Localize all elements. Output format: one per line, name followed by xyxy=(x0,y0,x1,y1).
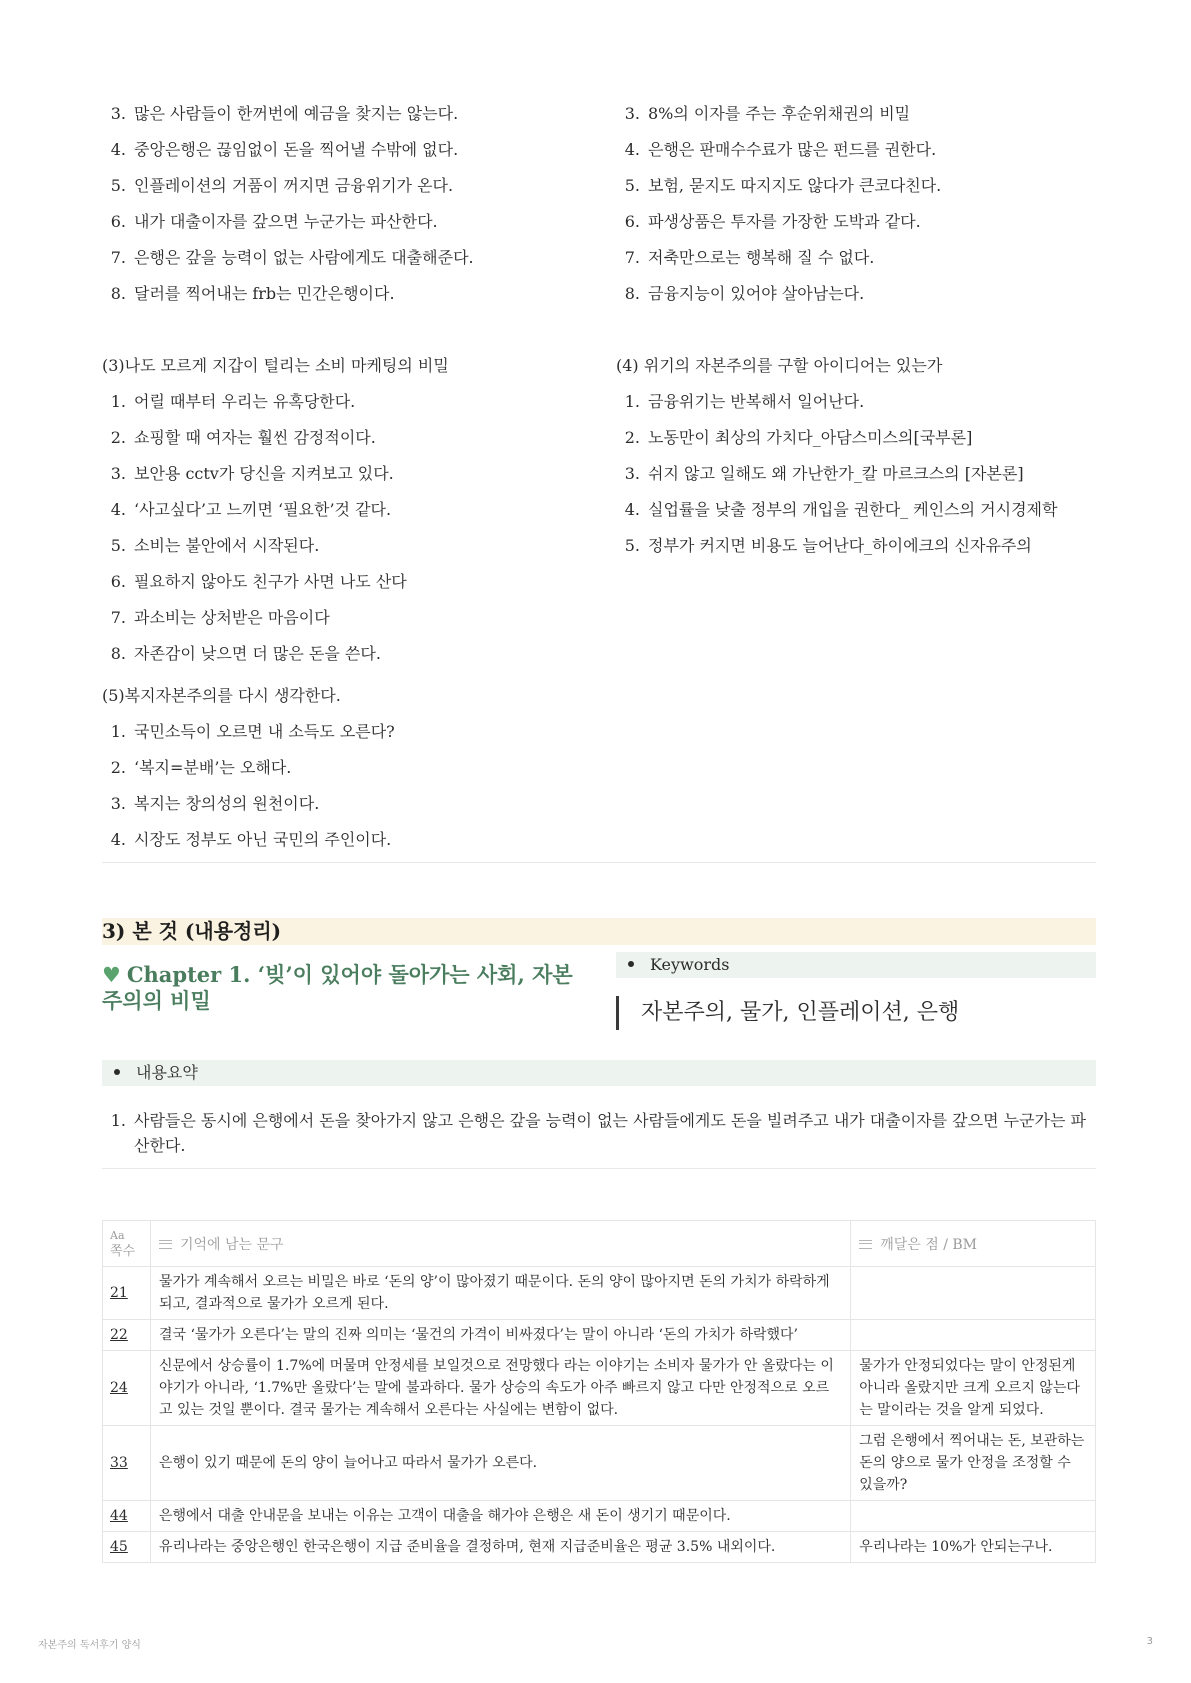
list-item-number: 2. xyxy=(110,758,126,777)
list-item-text: 보안용 cctv가 당신을 지켜보고 있다. xyxy=(134,464,394,483)
keywords-label: Keywords xyxy=(650,955,730,974)
part3-heading: (3)나도 모르게 지갑이 털리는 소비 마케팅의 비밀 xyxy=(102,356,449,375)
list-item-text: 보험, 묻지도 따지지도 않다가 큰코다친다. xyxy=(648,176,942,195)
list-item-text: 쉬지 않고 일해도 왜 가난한가_칼 마르크스의 [자본론] xyxy=(648,464,1024,483)
list-item xyxy=(102,464,449,500)
text-property-icon: Aa xyxy=(110,1228,125,1242)
quote-cell: 은행이 있기 때문에 돈의 양이 늘어나고 따라서 물가가 오른다. xyxy=(150,1426,850,1501)
note-cell xyxy=(851,1501,1096,1532)
list-item-text: 국민소득이 오르면 내 소득도 오른다? xyxy=(134,722,395,741)
note-cell: 물가가 안정되었다는 말이 안정된게 아니라 올랐지만 크게 오르지 않는다는 말이라는 것을 알게 되었다. xyxy=(851,1351,1096,1426)
bullet-icon xyxy=(628,961,634,967)
list-item xyxy=(616,104,941,140)
list-item xyxy=(616,212,941,248)
list-item-number: 3. xyxy=(110,464,126,483)
list-item xyxy=(102,608,449,644)
list-item-text: 달러를 찍어내는 frb는 민간은행이다. xyxy=(134,284,395,303)
divider xyxy=(102,862,1096,863)
list-item xyxy=(102,758,395,794)
note-column-header[interactable] xyxy=(851,1221,1096,1267)
list-item-number: 8. xyxy=(110,284,126,303)
note-cell xyxy=(851,1267,1096,1320)
summary-text: 사람들은 동시에 은행에서 돈을 찾아가지 않고 은행은 갚을 능력이 없는 사람들에게도 돈을 빌려주고 내가 대출이자를 갚으면 누군가는 파산한다. xyxy=(134,1111,1086,1155)
list-item xyxy=(102,428,449,464)
page-number-cell[interactable]: 44 xyxy=(103,1501,151,1532)
list-item-text: 어릴 때부터 우리는 유혹당한다. xyxy=(134,392,356,411)
list-item-number: 6. xyxy=(110,572,126,591)
list-item-text: 필요하지 않아도 친구가 사면 나도 산다 xyxy=(134,572,407,591)
list-item-number: 5. xyxy=(110,536,126,555)
table-header-row xyxy=(103,1221,1096,1267)
list-item-text: 쇼핑할 때 여자는 훨씬 감정적이다. xyxy=(134,428,376,447)
quote-cell: 은행에서 대출 안내문을 보내는 이유는 고객이 대출을 해가야 은행은 새 돈이 생기기 때문이다. xyxy=(150,1501,850,1532)
chapter-title: Chapter 1. ‘빚’이 있어야 돌아가는 사회, 자본주의의 비밀 xyxy=(102,962,573,1013)
part5-section xyxy=(102,686,395,866)
list-item xyxy=(102,104,474,140)
list-item xyxy=(102,572,449,608)
list-item-number: 8. xyxy=(624,284,640,303)
part3-section xyxy=(102,356,449,680)
list-item-number: 4. xyxy=(110,500,126,519)
quotes-table xyxy=(102,1220,1096,1563)
list-item xyxy=(616,500,1057,536)
part5-heading: (5)복지자본주의를 다시 생각한다. xyxy=(102,686,341,705)
summary-label: 내용요약 xyxy=(136,1063,198,1082)
list-item xyxy=(616,284,941,320)
list-item-text: 은행은 갚을 능력이 없는 사람에게도 대출해준다. xyxy=(134,248,474,267)
list-item-text: 인플레이션의 거품이 꺼지면 금융위기가 온다. xyxy=(134,176,454,195)
note-cell: 우리나라는 10%가 안되는구나. xyxy=(851,1532,1096,1563)
section-title: 3) 본 것 (내용정리) xyxy=(102,918,1096,945)
green-heart-icon: ♥ xyxy=(102,962,121,987)
list-item-text: 시장도 정부도 아닌 국민의 주인이다. xyxy=(134,830,392,849)
chapter-heading xyxy=(102,962,592,1014)
list-item-number: 1. xyxy=(110,722,126,741)
keywords-bar xyxy=(616,952,1096,978)
list-item-number: 3. xyxy=(110,794,126,813)
summary-item xyxy=(102,1108,1096,1158)
list-item-text: ‘복지=분배’는 오해다. xyxy=(134,758,292,777)
list-item-number: 4. xyxy=(110,140,126,159)
page-number-cell[interactable]: 24 xyxy=(103,1351,151,1426)
part4-section xyxy=(616,356,1057,572)
page-column-header[interactable] xyxy=(103,1221,151,1267)
list-item xyxy=(616,536,1057,572)
list-item-text: 금융지능이 있어야 살아남는다. xyxy=(648,284,865,303)
list-item-number: 4. xyxy=(110,830,126,849)
list-item xyxy=(102,248,474,284)
quote-cell: 유리나라는 중앙은행인 한국은행이 지급 준비율을 결정하며, 현재 지급준비율은 평균 3.5% 내외이다. xyxy=(150,1532,850,1563)
divider xyxy=(102,1168,1096,1169)
list-item-text: 8%의 이자를 주는 후순위채권의 비밀 xyxy=(648,104,911,123)
page-number-cell[interactable]: 45 xyxy=(103,1532,151,1563)
quote-column-header[interactable] xyxy=(150,1221,850,1267)
list-item-text: 파생상품은 투자를 가장한 도박과 같다. xyxy=(648,212,921,231)
list-item-text: 자존감이 낮으면 더 많은 돈을 쓴다. xyxy=(134,644,381,663)
table-row[interactable] xyxy=(103,1267,1096,1320)
list-item-number: 2. xyxy=(624,428,640,447)
footer-page-number: 3 xyxy=(1146,1636,1153,1647)
table-row[interactable] xyxy=(103,1532,1096,1563)
right-top-list xyxy=(616,104,941,320)
list-item-number: 7. xyxy=(110,248,126,267)
list-item-text: 금융위기는 반복해서 일어난다. xyxy=(648,392,865,411)
list-item-number: 7. xyxy=(110,608,126,627)
summary-number: 1. xyxy=(110,1111,126,1130)
list-item-text: 내가 대출이자를 갚으면 누군가는 파산한다. xyxy=(134,212,438,231)
list-item-number: 4. xyxy=(624,140,640,159)
list-item-number: 6. xyxy=(624,212,640,231)
list-item xyxy=(616,428,1057,464)
list-item-number: 5. xyxy=(624,176,640,195)
page-number-cell[interactable]: 33 xyxy=(103,1426,151,1501)
list-item xyxy=(102,830,395,866)
list-item xyxy=(616,140,941,176)
note-cell xyxy=(851,1320,1096,1351)
list-item-number: 5. xyxy=(624,536,640,555)
list-item xyxy=(102,644,449,680)
bullet-icon xyxy=(114,1069,120,1075)
list-item-text: 은행은 판매수수료가 많은 펀드를 권한다. xyxy=(648,140,937,159)
list-item xyxy=(102,722,395,758)
note-cell: 그럼 은행에서 찍어내는 돈, 보관하는 돈의 양으로 물가 안정을 조정할 수 있을까? xyxy=(851,1426,1096,1501)
list-item xyxy=(102,140,474,176)
footer-title: 자본주의 독서후기 양식 xyxy=(38,1640,141,1651)
quote-cell: 신문에서 상승률이 1.7%에 머물며 안정세를 보일것으로 전망했다 라는 이야기는 소비자 물가가 안 올랐다는 이야기가 아니라, ‘1.7%만 올랐다’는 말에 불과하다. 물가 상승의 속도가 아주 빠르지 않고 다만 안정적으로 오르고 있는 것일 뿐이다. 결국 물가는 계속해서 오른다는 사실에는 변함이 없다. xyxy=(150,1351,850,1426)
list-item xyxy=(102,536,449,572)
list-item xyxy=(102,794,395,830)
table-row[interactable] xyxy=(103,1501,1096,1532)
list-item-text: 노동만이 최상의 가치다_아담스미스의[국부론] xyxy=(648,428,973,447)
list-item-number: 6. xyxy=(110,212,126,231)
list-item-text: 과소비는 상처받은 마음이다 xyxy=(134,608,330,627)
table-row[interactable] xyxy=(103,1351,1096,1426)
list-item-number: 3. xyxy=(624,464,640,483)
list-item-text: 중앙은행은 끊임없이 돈을 찍어낼 수밖에 없다. xyxy=(134,140,459,159)
list-item-text: ‘사고싶다’고 느끼면 ‘필요한’것 같다. xyxy=(134,500,392,519)
summary-bar xyxy=(102,1060,1096,1086)
list-item-number: 4. xyxy=(624,500,640,519)
table-row[interactable] xyxy=(103,1320,1096,1351)
table-row[interactable] xyxy=(103,1426,1096,1501)
quote-column-label: 기억에 남는 문구 xyxy=(179,1236,284,1253)
page-number-cell[interactable]: 22 xyxy=(103,1320,151,1351)
list-item xyxy=(102,212,474,248)
list-item-text: 실업률을 낮출 정부의 개입을 권한다_ 케인스의 거시경제학 xyxy=(648,500,1058,519)
list-item-number: 5. xyxy=(110,176,126,195)
text-lines-icon xyxy=(859,1240,872,1249)
note-column-label: 깨달은 점 / BM xyxy=(880,1236,977,1253)
list-item-text: 정부가 커지면 비용도 늘어난다_하이에크의 신자유주의 xyxy=(648,536,1032,555)
quote-cell: 결국 ‘물가가 오른다’는 말의 진짜 의미는 ‘물건의 가격이 비싸졌다’는 말이 아니라 ‘돈의 가치가 하락했다’ xyxy=(150,1320,850,1351)
list-item xyxy=(102,176,474,212)
list-item-number: 3. xyxy=(624,104,640,123)
list-item-number: 1. xyxy=(110,392,126,411)
text-lines-icon xyxy=(159,1240,172,1249)
left-top-list xyxy=(102,104,474,320)
list-item xyxy=(102,284,474,320)
list-item xyxy=(102,500,449,536)
list-item-text: 많은 사람들이 한꺼번에 예금을 찾지는 않는다. xyxy=(134,104,459,123)
page-number-cell[interactable]: 21 xyxy=(103,1267,151,1320)
list-item xyxy=(616,176,941,212)
page-column-label: 쪽수 xyxy=(110,1243,136,1259)
list-item xyxy=(616,392,1057,428)
list-item-number: 2. xyxy=(110,428,126,447)
keywords-quote: 자본주의, 물가, 인플레이션, 은행 xyxy=(616,996,959,1030)
list-item xyxy=(102,392,449,428)
list-item-number: 7. xyxy=(624,248,640,267)
list-item xyxy=(616,464,1057,500)
list-item-text: 저축만으로는 행복해 질 수 없다. xyxy=(648,248,875,267)
list-item xyxy=(616,248,941,284)
list-item-text: 소비는 불안에서 시작된다. xyxy=(134,536,320,555)
part4-heading: (4) 위기의 자본주의를 구할 아이디어는 있는가 xyxy=(616,356,943,375)
list-item-number: 3. xyxy=(110,104,126,123)
list-item-number: 1. xyxy=(624,392,640,411)
quote-cell: 물가가 계속해서 오르는 비밀은 바로 ‘돈의 양’이 많아졌기 때문이다. 돈의 양이 많아지면 돈의 가치가 하락하게 되고, 결과적으로 물가가 오르게 된다. xyxy=(150,1267,850,1320)
list-item-text: 복지는 창의성의 원천이다. xyxy=(134,794,320,813)
list-item-number: 8. xyxy=(110,644,126,663)
